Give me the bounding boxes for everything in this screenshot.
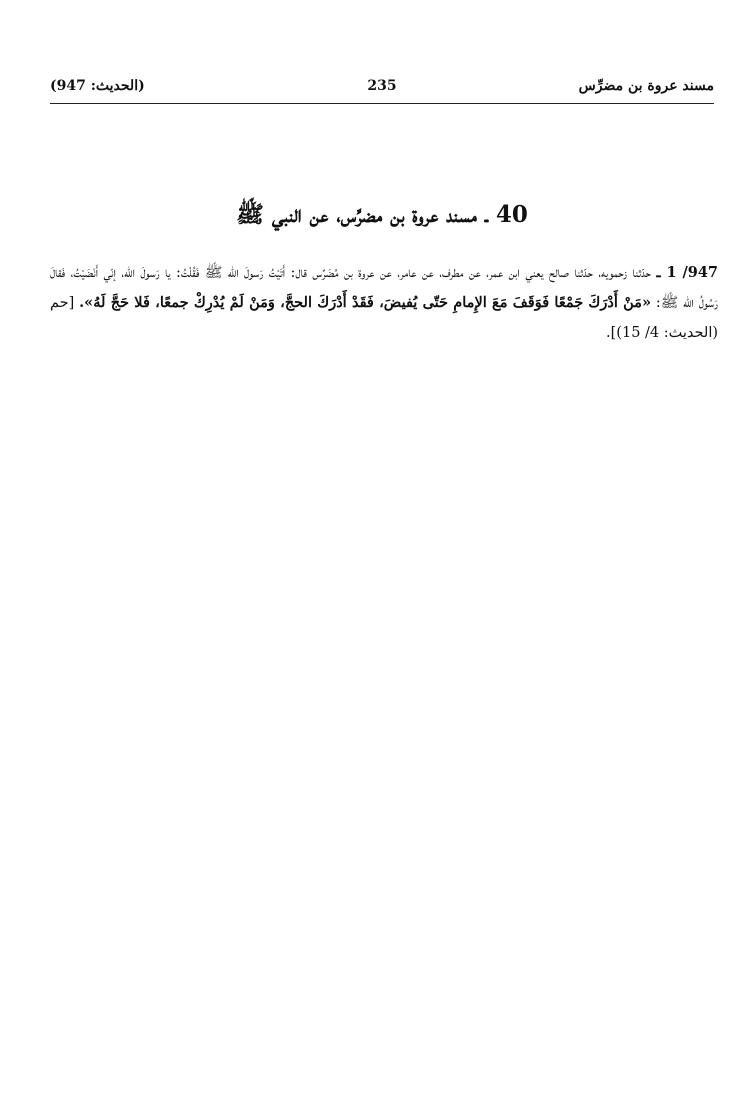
section-title: 40 ـ مسند عروة بن مضرِّس، عن النبي ﷺ	[236, 201, 528, 228]
header-divider	[50, 103, 714, 104]
hadith-matn: «مَنْ أَدْرَكَ جَمْعًا فَوَقَفَ مَعَ الإِمامِ حَتّى يُفيضَ، فَقَدْ أَدْرَكَ الحجَّ، وَمَنْ لَمْ يُدْرِكْ جمعًا، فَلا حَجَّ لَهُ».	[79, 294, 652, 311]
hadith-source-reference: [حم (الحديث: 4/ 15)].	[50, 295, 718, 341]
hadith-isnad: حدّثنا زحمويه، حدّثنا صالح يعني ابن عمر، عن مطرف، عن عامر، عن عروة بن مُضَرِّس قال: أَتَيْتُ رَسولَ الله ﷺ فَقُلْتُ: يا رَسولَ الله، إنّي أَنْضَيْتُ، فَقالَ رَسُولُ الله ﷺ:	[50, 265, 719, 311]
running-header	[50, 78, 714, 104]
hadith-number: 947/ 1 ـ	[656, 264, 719, 281]
hadith-paragraph	[50, 258, 718, 348]
hadith-reference-header: (الحديث: 947)	[50, 78, 145, 94]
page-number: 235	[367, 78, 397, 94]
running-title: مسند عروة بن مضرِّس	[578, 78, 714, 94]
